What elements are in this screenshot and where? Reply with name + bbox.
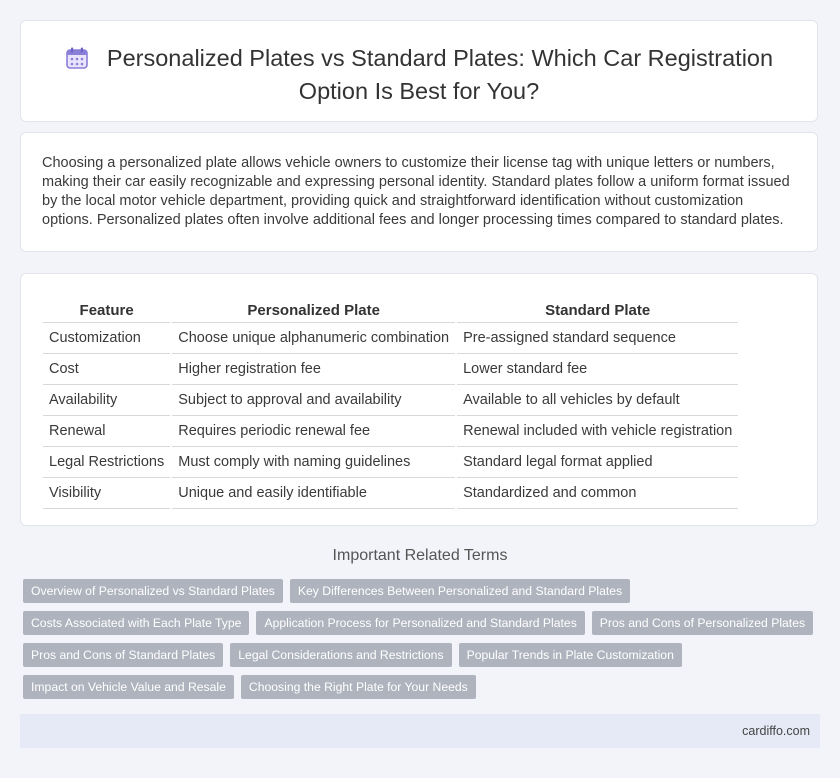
table-row (43, 385, 738, 416)
summary-text: Choosing a personalized plate allows vehicle owners to customize their license tag with unique letters or numbers, making their car easily recognizable and expressing personal identity. Standard plates follow a uniform format issued by the local motor vehicle department, providing quick and straightforward identification without customization options. Personalized plates often involve additional fees and longer processing times compared to standard plates. (42, 155, 790, 228)
tag-row (23, 643, 803, 667)
table-row (43, 416, 738, 447)
tag-row (23, 675, 803, 699)
table-cell: Choose unique alphanumeric combination (171, 323, 456, 354)
table-cell: Available to all vehicles by default (456, 385, 738, 416)
table-cell: Availability (43, 385, 171, 416)
table-cell: Subject to approval and availability (171, 385, 456, 416)
related-term-tag[interactable]: Popular Trends in Plate Customization (459, 643, 682, 667)
table-cell: Customization (43, 323, 171, 354)
tag-row (23, 579, 803, 603)
table-cell: Legal Restrictions (43, 447, 171, 478)
related-term-tag[interactable]: Key Differences Between Personalized and Standard Plates (290, 579, 630, 603)
table-cell: Unique and easily identifiable (171, 478, 456, 509)
footer (20, 714, 820, 748)
title-line-2: Option Is Best for You? (298, 78, 540, 104)
summary-card (20, 132, 818, 252)
related-term-tag[interactable]: Application Process for Personalized and Standard Plates (256, 611, 584, 635)
related-terms-heading: Important Related Terms (332, 547, 508, 564)
table-row (43, 447, 738, 478)
table-header-row (43, 295, 738, 323)
table-cell: Standardized and common (456, 478, 738, 509)
title-card (20, 20, 818, 122)
table-row (43, 323, 738, 354)
tag-row (23, 611, 806, 635)
calendar-icon (65, 46, 89, 77)
table-cell: Lower standard fee (456, 354, 738, 385)
column-header-standard: Standard Plate (456, 295, 738, 323)
table-cell: Renewal included with vehicle registration (456, 416, 738, 447)
table-cell: Pre-assigned standard sequence (456, 323, 738, 354)
related-term-tag[interactable]: Costs Associated with Each Plate Type (23, 611, 249, 635)
related-term-tag[interactable]: Legal Considerations and Restrictions (230, 643, 451, 667)
column-header-feature: Feature (43, 295, 171, 323)
column-header-personalized: Personalized Plate (171, 295, 456, 323)
table-row (43, 354, 738, 385)
table-row (43, 478, 738, 509)
table-cell: Standard legal format applied (456, 447, 738, 478)
related-term-tag[interactable]: Pros and Cons of Personalized Plates (592, 611, 813, 635)
footer-site-link[interactable]: cardiffo.com (742, 724, 810, 738)
table-card (20, 273, 818, 526)
title-line-1: Personalized Plates vs Standard Plates: Which Car Registration (106, 45, 774, 71)
related-term-tag[interactable]: Choosing the Right Plate for Your Needs (241, 675, 476, 699)
table-cell: Higher registration fee (171, 354, 456, 385)
page-title (21, 44, 817, 106)
table-cell: Cost (43, 354, 171, 385)
table-cell: Visibility (43, 478, 171, 509)
related-term-tag[interactable]: Overview of Personalized vs Standard Plates (23, 579, 283, 603)
related-term-tag[interactable]: Pros and Cons of Standard Plates (23, 643, 223, 667)
comparison-table (43, 295, 738, 509)
table-cell: Must comply with naming guidelines (171, 447, 456, 478)
related-term-tag[interactable]: Impact on Vehicle Value and Resale (23, 675, 234, 699)
table-cell: Requires periodic renewal fee (171, 416, 456, 447)
table-cell: Renewal (43, 416, 171, 447)
related-terms-list (23, 579, 806, 707)
